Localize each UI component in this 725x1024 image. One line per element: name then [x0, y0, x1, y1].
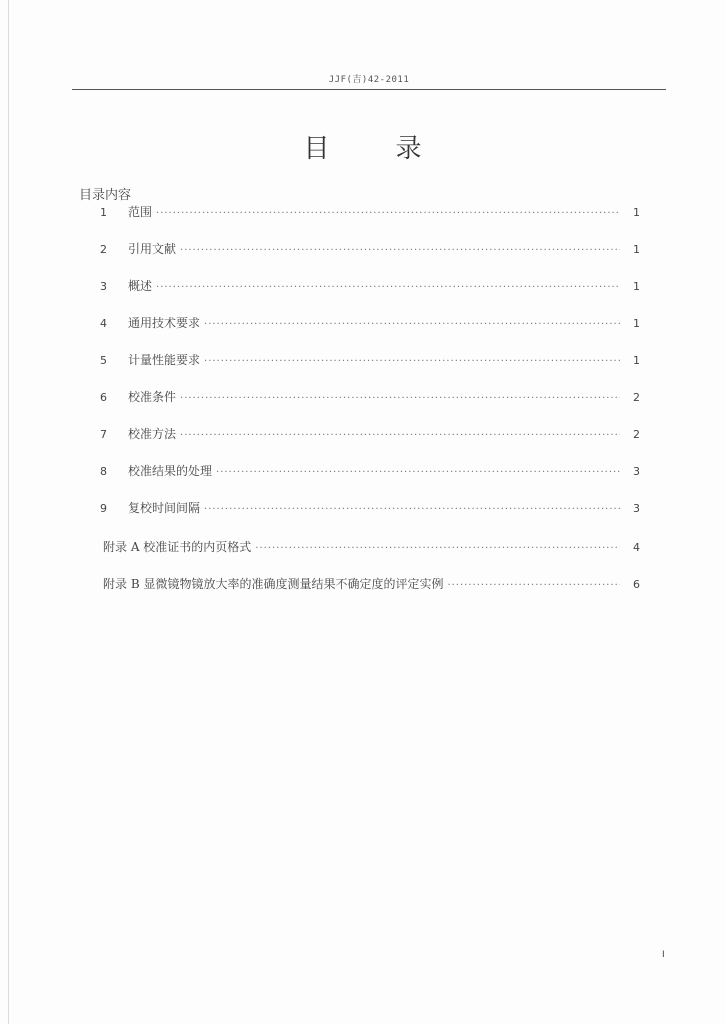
dot-leader [447, 580, 620, 591]
toc-entry-page: 3 [633, 465, 640, 478]
toc-entry [100, 240, 640, 256]
toc-entry-number: 5 [100, 354, 107, 367]
toc-entry [100, 462, 640, 478]
page-number: I [662, 950, 665, 960]
toc-appendix-label: 附录 A 校准证书的内页格式 [103, 540, 252, 554]
title-char-2: 录 [395, 134, 422, 164]
toc-appendix-page: 6 [633, 578, 640, 591]
title-char-1: 目 [303, 134, 330, 164]
toc-entry-page: 1 [633, 317, 640, 330]
toc-entry-number: 1 [100, 206, 107, 219]
toc-entry-label: 概述 [128, 279, 153, 293]
dot-leader [204, 356, 620, 367]
toc-entry-label: 校准条件 [128, 390, 177, 404]
toc-entry-label: 复校时间间隔 [128, 501, 201, 515]
dot-leader [156, 282, 620, 293]
toc-appendix [103, 575, 640, 591]
toc-entry [100, 351, 640, 367]
header-rule [72, 89, 666, 90]
toc-appendix [103, 538, 640, 554]
dot-leader [156, 208, 620, 219]
toc-entry-label: 范围 [128, 205, 153, 219]
toc-entry-page: 2 [633, 428, 640, 441]
toc-entry [100, 277, 640, 293]
toc-entry-label: 通用技术要求 [128, 316, 201, 330]
toc-entry-number: 4 [100, 317, 107, 330]
dot-leader [216, 467, 620, 478]
toc-entry-page: 1 [633, 206, 640, 219]
toc-entry-label: 计量性能要求 [128, 353, 201, 367]
toc-entry-number: 7 [100, 428, 107, 441]
toc-entry-label: 校准方法 [128, 427, 177, 441]
toc-entry-label: 引用文献 [128, 242, 177, 256]
toc-entry-page: 1 [633, 354, 640, 367]
dot-leader [255, 543, 620, 554]
toc-entry-number: 8 [100, 465, 107, 478]
toc-entry-number: 3 [100, 280, 107, 293]
toc-caption: 目录内容 [79, 188, 132, 203]
toc-entry [100, 499, 640, 515]
toc-entry-page: 1 [633, 243, 640, 256]
toc-entry-number: 9 [100, 502, 107, 515]
dot-leader [204, 319, 620, 330]
toc-entry [100, 425, 640, 441]
standard-code-header: JJF(吉)42-2011 [328, 75, 410, 85]
toc-entry-page: 3 [633, 502, 640, 515]
toc-entry-page: 2 [633, 391, 640, 404]
toc-entry [100, 203, 640, 219]
toc-appendix-label: 附录 B 显微镜物镜放大率的准确度测量结果不确定度的评定实例 [103, 577, 444, 591]
toc-entry [100, 314, 640, 330]
dot-leader [180, 245, 620, 256]
toc-entry-number: 6 [100, 391, 107, 404]
toc-entry-number: 2 [100, 243, 107, 256]
dot-leader [180, 430, 620, 441]
toc-entry-label: 校准结果的处理 [128, 464, 213, 478]
page-title [0, 128, 725, 165]
dot-leader [180, 393, 620, 404]
toc-appendix-page: 4 [633, 541, 640, 554]
toc-entry [100, 388, 640, 404]
dot-leader [204, 504, 620, 515]
toc-entry-page: 1 [633, 280, 640, 293]
